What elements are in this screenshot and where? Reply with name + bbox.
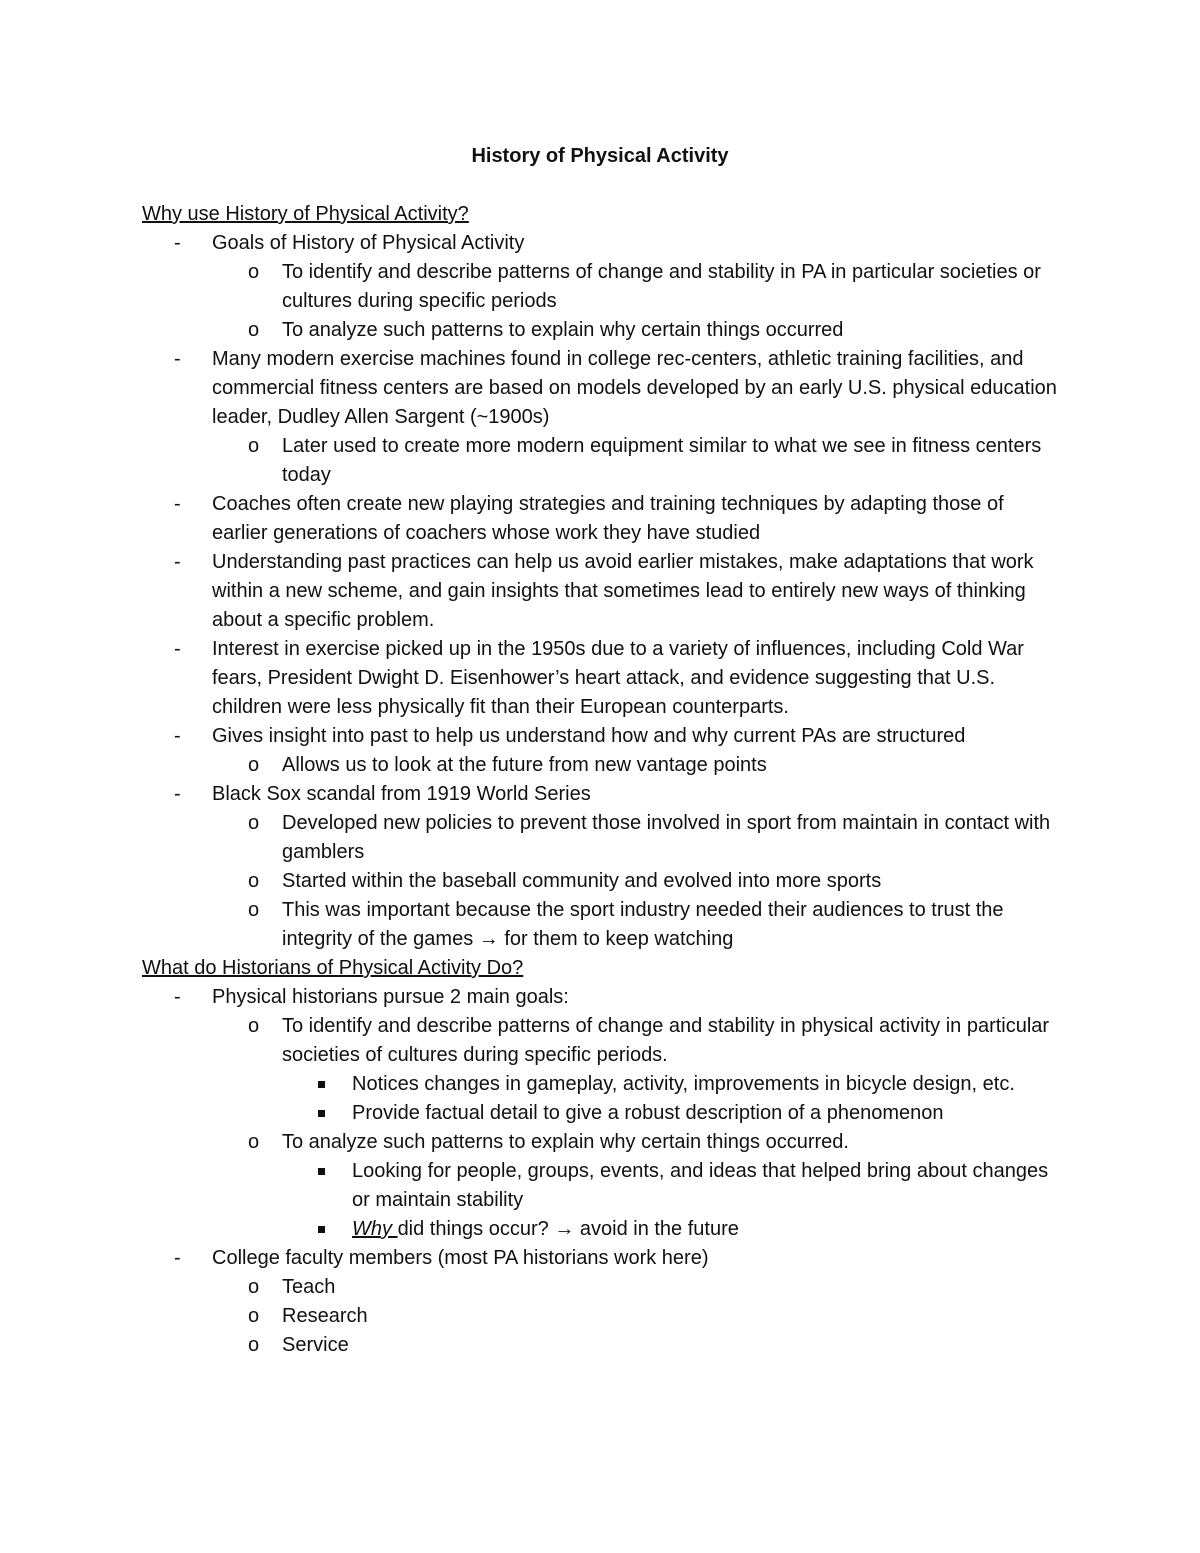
dash-bullet-icon: - xyxy=(174,783,181,805)
list-item xyxy=(142,432,1062,490)
list-item xyxy=(142,1128,1062,1157)
list-item xyxy=(142,1273,1062,1302)
circle-bullet-icon: o xyxy=(248,1305,260,1327)
list-item xyxy=(142,1331,1062,1360)
list-item-text: Goals of History of Physical Activity xyxy=(212,232,525,254)
circle-bullet-icon: o xyxy=(248,435,260,457)
list-item xyxy=(142,1302,1062,1331)
list-item-text: Teach xyxy=(282,1276,336,1298)
list-item-text: Notices changes in gameplay, activity, improvements in bicycle design, etc. xyxy=(352,1073,1015,1095)
circle-bullet-icon: o xyxy=(248,1015,260,1037)
list-item xyxy=(142,635,1062,722)
circle-bullet-icon: o xyxy=(248,261,260,283)
emphasis-text: Why xyxy=(352,1218,398,1240)
dash-bullet-icon: - xyxy=(174,551,181,573)
list-item-text: To identify and describe patterns of change and stability in physical activity in particular societies of cultures during specific periods. xyxy=(282,1015,1050,1066)
dash-bullet-icon: - xyxy=(174,725,181,747)
list-item-text: This was important because the sport industry needed their audiences to trust the integrity of the games → for them to keep watching xyxy=(282,899,1004,950)
list-item xyxy=(142,896,1062,954)
list-item-text: Coaches often create new playing strategies and training techniques by adapting those of earlier generations of coachers whose work they have studied xyxy=(212,493,1004,544)
list-item xyxy=(142,809,1062,867)
list-item xyxy=(142,722,1062,751)
list-item xyxy=(142,867,1062,896)
list-item xyxy=(142,490,1062,548)
list-item-text: Interest in exercise picked up in the 1950s due to a variety of influences, including Cold War fears, President Dwight D. Eisenhower’s heart attack, and evidence suggesting that U.S. children were less physically fit than their European counterparts. xyxy=(212,638,1024,718)
list-item xyxy=(142,780,1062,809)
section-heading: What do Historians of Physical Activity Do? xyxy=(142,957,524,979)
list-item-text: Research xyxy=(282,1305,368,1327)
list-item xyxy=(142,1244,1062,1273)
list-item-text: Understanding past practices can help us avoid earlier mistakes, make adaptations that work within a new scheme, and gain insights that sometimes lead to entirely new ways of thinking about a specific problem. xyxy=(212,551,1034,631)
dash-bullet-icon: - xyxy=(174,493,181,515)
circle-bullet-icon: o xyxy=(248,1276,260,1298)
dash-bullet-icon: - xyxy=(174,1247,181,1269)
dash-bullet-icon: - xyxy=(174,348,181,370)
list-item xyxy=(142,1099,1062,1128)
section-heading: Why use History of Physical Activity? xyxy=(142,203,469,225)
list-item-text: Many modern exercise machines found in college rec-centers, athletic training facilities, and commercial fitness centers are based on models developed by an early U.S. physical education leader, Dudley Allen Sargent (~1900s) xyxy=(212,348,1057,428)
list-item-text: Started within the baseball community and evolved into more sports xyxy=(282,870,882,892)
circle-bullet-icon: o xyxy=(248,754,260,776)
list-item-text: To analyze such patterns to explain why certain things occurred xyxy=(282,319,844,341)
list-item xyxy=(142,1215,1062,1244)
square-bullet-icon xyxy=(318,1081,325,1088)
document-body xyxy=(142,200,1062,1360)
dash-bullet-icon: - xyxy=(174,232,181,254)
list-item xyxy=(142,345,1062,432)
list-item xyxy=(142,316,1062,345)
list-item-text: Service xyxy=(282,1334,349,1356)
list-item-text: Black Sox scandal from 1919 World Series xyxy=(212,783,591,805)
list-item-text: did things occur? → avoid in the future xyxy=(397,1218,739,1240)
square-bullet-icon xyxy=(318,1110,325,1117)
list-item-text: Looking for people, groups, events, and ideas that helped bring about changes or maintain stability xyxy=(352,1160,1049,1211)
square-bullet-icon xyxy=(318,1226,325,1233)
list-item-text: To analyze such patterns to explain why certain things occurred. xyxy=(282,1131,849,1153)
circle-bullet-icon: o xyxy=(248,1131,260,1153)
list-item xyxy=(142,258,1062,316)
circle-bullet-icon: o xyxy=(248,1334,260,1356)
list-item xyxy=(142,751,1062,780)
list-item xyxy=(142,1157,1062,1215)
list-item-text: Developed new policies to prevent those involved in sport from maintain in contact with gamblers xyxy=(282,812,1051,863)
list-item xyxy=(142,1012,1062,1070)
circle-bullet-icon: o xyxy=(248,319,260,341)
circle-bullet-icon: o xyxy=(248,812,260,834)
circle-bullet-icon: o xyxy=(248,870,260,892)
list-item xyxy=(142,1070,1062,1099)
dash-bullet-icon: - xyxy=(174,986,181,1008)
list-item-text: To identify and describe patterns of change and stability in PA in particular societies or cultures during specific periods xyxy=(282,261,1041,312)
list-item-text: Physical historians pursue 2 main goals: xyxy=(212,986,569,1008)
list-item xyxy=(142,548,1062,635)
circle-bullet-icon: o xyxy=(248,899,260,921)
list-item-text: Later used to create more modern equipment similar to what we see in fitness centers today xyxy=(282,435,1042,486)
list-item-text: Provide factual detail to give a robust description of a phenomenon xyxy=(352,1102,944,1124)
square-bullet-icon xyxy=(318,1168,325,1175)
list-item xyxy=(142,983,1062,1012)
page-title: History of Physical Activity xyxy=(471,145,729,167)
list-item-text: College faculty members (most PA historians work here) xyxy=(212,1247,709,1269)
dash-bullet-icon: - xyxy=(174,638,181,660)
list-item xyxy=(142,229,1062,258)
list-item-text: Allows us to look at the future from new vantage points xyxy=(282,754,767,776)
list-item-text: Gives insight into past to help us understand how and why current PAs are structured xyxy=(212,725,966,747)
